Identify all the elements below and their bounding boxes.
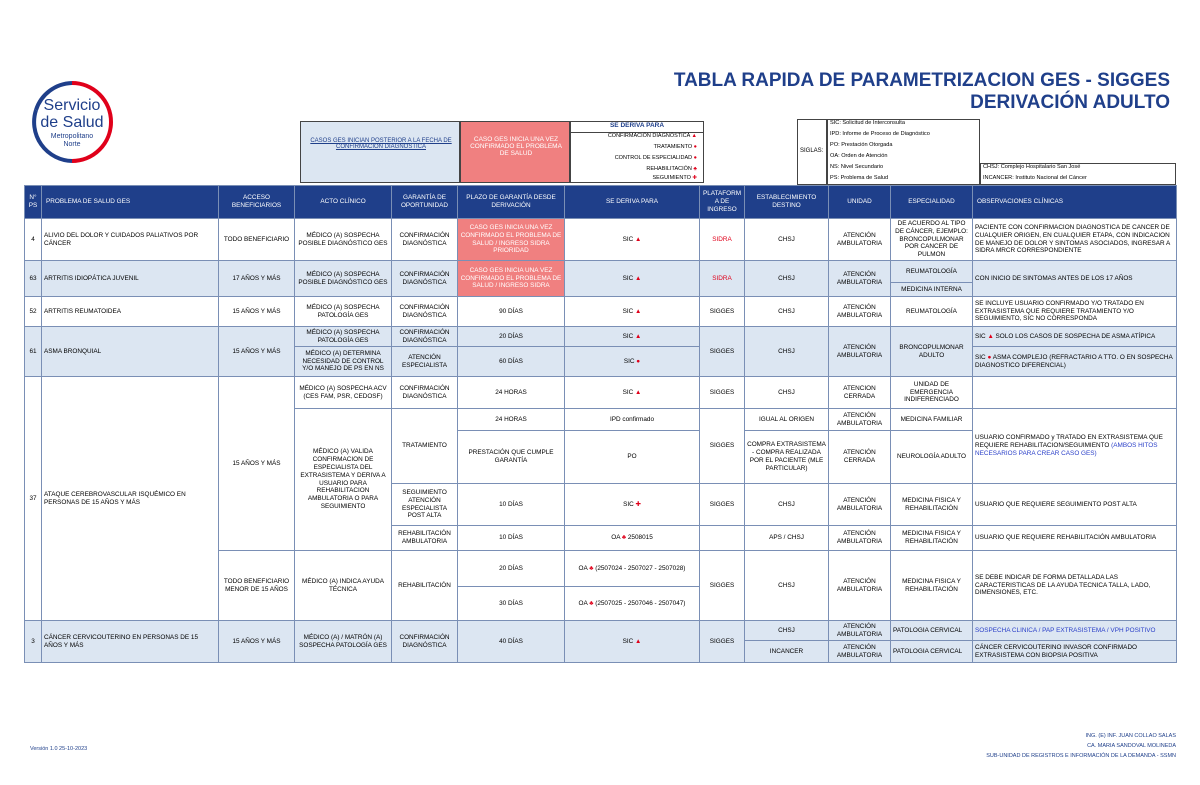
table-row: MÉDICO (A) DETERMINA NECESIDAD DE CONTROL Y/O MANEJO DE PS EN NS ATENCIÓN ESPECIALISTA 60 DÍAS SIC ● SIC ● ASMA COMPLEJO (REFRACTARIO A TTO. O EN SOSPECHA DIAGNOSTICO DIFERENCIAL) <box>25 347 1177 377</box>
author-1: ING. (E) INF. JUAN COLLAO SALAS <box>1085 733 1176 739</box>
legend-pink-text: CASO GES INICIA UNA VEZ CONFIRMADO EL PROBLEMA DE SALUD <box>470 136 562 157</box>
legend-siglas-right-box <box>980 163 1176 185</box>
col-header: SE DERIVA PARA <box>565 186 700 219</box>
col-header: GARANTÍA DE OPORTUNIDAD <box>392 186 458 219</box>
legend-siglas-box <box>827 119 980 185</box>
sigla-incancer: INCANCER: Instituto Nacional del Cáncer <box>983 175 1087 181</box>
table-row: 30 DÍAS OA ♣ (2507025 - 2507046 - 2507047) <box>25 587 1177 621</box>
sigla-ns: NS: Nivel Secundario <box>830 164 884 170</box>
sigla-sic: SIC: Solicitud de Interconsulta <box>830 120 905 126</box>
table-row: PRESTACIÓN QUE CUMPLE GARANTÍA PO COMPRA EXTRASISTEMA - COMPRA REALIZADA POR EL PACIENTE (MLE PARTICULAR) ATENCIÓN CERRADA NEUROLOGÍA ADULTO <box>25 431 1177 484</box>
logo-line4: Norte <box>63 141 81 148</box>
table-row: 63 ARTRITIS IDIOPÁTICA JUVENIL 17 AÑOS Y MÁS MÉDICO (A) SOSPECHA POSIBLE DIAGNÓSTICO GES CONFIRMACIÓN DIAGNÓSTICA CASO GES INICIA UNA VEZ CONFIRMADO EL PROBLEMA DE SALUD / INGRESO SIDRA SIC ▲ SIDRA CHSJ ATENCIÓN AMBULATORIA REUMATOLOGÍA CON INICIO DE SINTOMAS ANTES DE LOS 17 AÑOS <box>25 261 1177 283</box>
sigla-po: PO: Prestación Otorgada <box>830 142 893 148</box>
table-row: 52 ARTRITIS REUMATOIDEA 15 AÑOS Y MÁS MÉDICO (A) SOSPECHA PATOLOGÍA GES CONFIRMACIÓN DIAGNÓSTICA 90 DÍAS SIC ▲ SIGGES CHSJ ATENCIÓN AMBULATORIA REUMATOLOGÍA SE INCLUYE USUARIO CONFIRMADO Y/O TRATADO EN EXTRASISTEMA QUE REQUIERE TRATAMIENTO Y/O SEGUIMIENTO, SIC NO CORRESPONDA <box>25 297 1177 327</box>
table-row: MÉDICO (A) VALIDA CONFIRMACION DE ESPECIALISTA DEL EXTRASISTEMA Y DERIVA A USUARIO PARA REHABILITACION AMBULATORIA O PARA SEGUIMIENTO TRATAMIENTO 24 HORAS IPD confirmado SIGGES IGUAL AL ORIGEN ATENCIÓN AMBULATORIA MEDICINA FAMILIAR USUARIO CONFIRMADO y TRATADO EN EXTRASISTEMA QUE REQUIERE REHABILITACION/SEGUIMIENTO (AMBOS HITOS NECESARIOS PARA CREAR CASO GES) <box>25 409 1177 431</box>
table-row: 4 ALIVIO DEL DOLOR Y CUIDADOS PALIATIVOS POR CÁNCER TODO BENEFICIARIO MÉDICO (A) SOSPECHA POSIBLE DIAGNÓSTICO GES CONFIRMACIÓN DIAGNÓSTICA CASO GES INICIA UNA VEZ CONFIRMADO EL PROBLEMA DE SALUD / INGRESO SIDRA PRIORIDAD SIC ▲ SIDRA CHSJ ATENCIÓN AMBULATORIA DE ACUERDO AL TIPO DE CÁNCER, EJEMPLO: BRONCOPULMONAR POR CANCER DE PULMON PACIENTE CON CONFIRMACION DIAGNOSTICA DE CANCER DE CUALQUIER ORIGEN, EN CUALQUIER ETAPA, CON INDICACION DE MANEJO DE DOLOR Y SINTOMAS ASOCIADOS, INGRESAR A SIDRA MRCR CORRESPONDIENTE <box>25 219 1177 261</box>
sigla-chsj: CHSJ: Complejo Hospitalario San José <box>983 164 1081 170</box>
table-row: 61 ASMA BRONQUIAL 15 AÑOS Y MÁS MÉDICO (A) SOSPECHA PATOLOGÍA GES CONFIRMACIÓN DIAGNÓSTICA 20 DÍAS SIC ▲ SIGGES CHSJ ATENCIÓN AMBULATORIA BRONCOPULMONAR ADULTO SIC ▲ SOLO LOS CASOS DE SOSPECHA DE ASMA ATÍPICA <box>25 327 1177 347</box>
col-header: ACTO CLÍNICO <box>295 186 392 219</box>
col-header: N° PS <box>25 186 42 219</box>
legend-deriva-title: SE DERIVA PARA <box>571 122 703 133</box>
legend-deriva-5: SEGUIMIENTO ✚ <box>652 175 697 181</box>
table-row: INCANCER ATENCIÓN AMBULATORIA PATOLOGIA CERVICAL CÁNCER CERVICOUTERINO INVASOR CONFIRMADO EXTRASISTEMA CON BIOPSIA POSITIVA <box>25 641 1177 663</box>
page-subtitle: DERIVACIÓN ADULTO <box>970 92 1170 113</box>
sigla-ps: PS: Problema de Salud <box>830 175 889 181</box>
legend-siglas-label: SIGLAS: <box>800 148 824 154</box>
legend-case-text: CASOS GES INICIAN POSTERIOR A LA FECHA DE CONFIRMACION DIAGNOSTICA <box>310 138 452 150</box>
legend-deriva-3: CONTROL DE ESPECIALIDAD ● <box>614 155 697 161</box>
table-row: 37 ATAQUE CEREBROVASCULAR ISQUÉMICO EN PERSONAS DE 15 AÑOS Y MÁS 15 AÑOS Y MÁS MÉDICO (A) SOSPECHA ACV (CES FAM, PSR, CEDOSF) CONFIRMACIÓN DIAGNÓSTICA 24 HORAS SIC ▲ SIGGES CHSJ ATENCION CERRADA UNIDAD DE EMERGENCIA INDIFERENCIADO <box>25 377 1177 409</box>
logo <box>30 80 114 164</box>
legend-siglas-label-box <box>797 119 827 185</box>
table-row: SEGUIMIENTO ATENCIÓN ESPECIALISTA POST ALTA 10 DÍAS SIC ✚ SIGGES CHSJ ATENCIÓN AMBULATORIA MEDICINA FISICA Y REHABILITACIÓN USUARIO QUE REQUIERE SEGUIMIENTO POST ALTA <box>25 484 1177 526</box>
col-header: ACCESO BENEFICIARIOS <box>219 186 295 219</box>
legend-deriva-2: TRATAMIENTO ● <box>653 144 697 150</box>
table-row: TODO BENEFICIARIO MENOR DE 15 AÑOS MÉDICO (A) INDICA AYUDA TÉCNICA REHABILITACIÓN 20 DÍAS OA ♣ (2507024 - 2507027 - 2507028) SIGGES CHSJ ATENCIÓN AMBULATORIA MEDICINA FISICA Y REHABILITACIÓN SE DEBE INDICAR DE FORMA DETALLADA LAS CARACTERISTICAS DE LA AYUDA TECNICA TALLA, LADO, DIMENSIONES, ETC. <box>25 551 1177 587</box>
ges-table <box>24 185 1177 663</box>
table-row: 3 CÁNCER CERVICOUTERINO EN PERSONAS DE 15 AÑOS Y MÁS 15 AÑOS Y MÁS MÉDICO (A) / MATRÓN (A) SOSPECHA PATOLOGÍA GES CONFIRMACIÓN DIAGNÓSTICA 40 DÍAS SIC ▲ SIGGES CHSJ ATENCIÓN AMBULATORIA PATOLOGIA CERVICAL SOSPECHA CLINICA / PAP EXTRASISTEMA / VPH POSITIVO <box>25 621 1177 641</box>
col-header: UNIDAD <box>829 186 891 219</box>
legend-pink-box <box>460 121 570 183</box>
author-unit: SUB-UNIDAD DE REGISTROS E INFORMACIÓN DE LA DEMANDA - SSMN <box>986 753 1176 759</box>
version-label: Versión 1.0 25-10-2023 <box>30 746 88 752</box>
legend-case-box <box>300 121 460 183</box>
author-2: CA. MARIA SANDOVAL MOLINEDA <box>1087 743 1176 749</box>
col-header: PROBLEMA DE SALUD GES <box>42 186 219 219</box>
logo-line1: Servicio <box>43 97 101 114</box>
col-header: PLAZO DE GARANTÍA DESDE DERIVACIÓN <box>458 186 565 219</box>
legend-deriva-1: CONFIRMACIÓN DIAGNÓSTICA ▲ <box>607 133 697 139</box>
page-title: TABLA RAPIDA DE PARAMETRIZACION GES - SIGGES <box>673 70 1170 91</box>
table-row: REHABILITACIÓN AMBULATORIA 10 DÍAS OA ♣ 2508015 APS / CHSJ ATENCIÓN AMBULATORIA MEDICINA FISICA Y REHABILITACIÓN USUARIO QUE REQUIERE REHABILITACIÓN AMBULATORIA <box>25 526 1177 551</box>
logo-line3: Metropolitano <box>50 133 94 140</box>
legend-deriva-4: REHABILITACIÓN ♣ <box>646 166 697 172</box>
col-header: ESPECIALIDAD <box>891 186 973 219</box>
col-header: OBSERVACIONES CLÍNICAS <box>973 186 1177 219</box>
col-header: PLATAFORMA DE INGRESO <box>700 186 745 219</box>
header-row <box>25 186 1177 219</box>
logo-line2: de Salud <box>40 114 104 131</box>
sigla-ipd: IPD: Informe de Proceso de Diagnóstico <box>830 131 930 137</box>
legend-deriva-box <box>570 121 704 183</box>
sigla-oa: OA: Orden de Atención <box>830 153 888 159</box>
col-header: ESTABLECIMIENTO DESTINO <box>745 186 829 219</box>
table-row: MEDICINA INTERNA <box>25 283 1177 297</box>
